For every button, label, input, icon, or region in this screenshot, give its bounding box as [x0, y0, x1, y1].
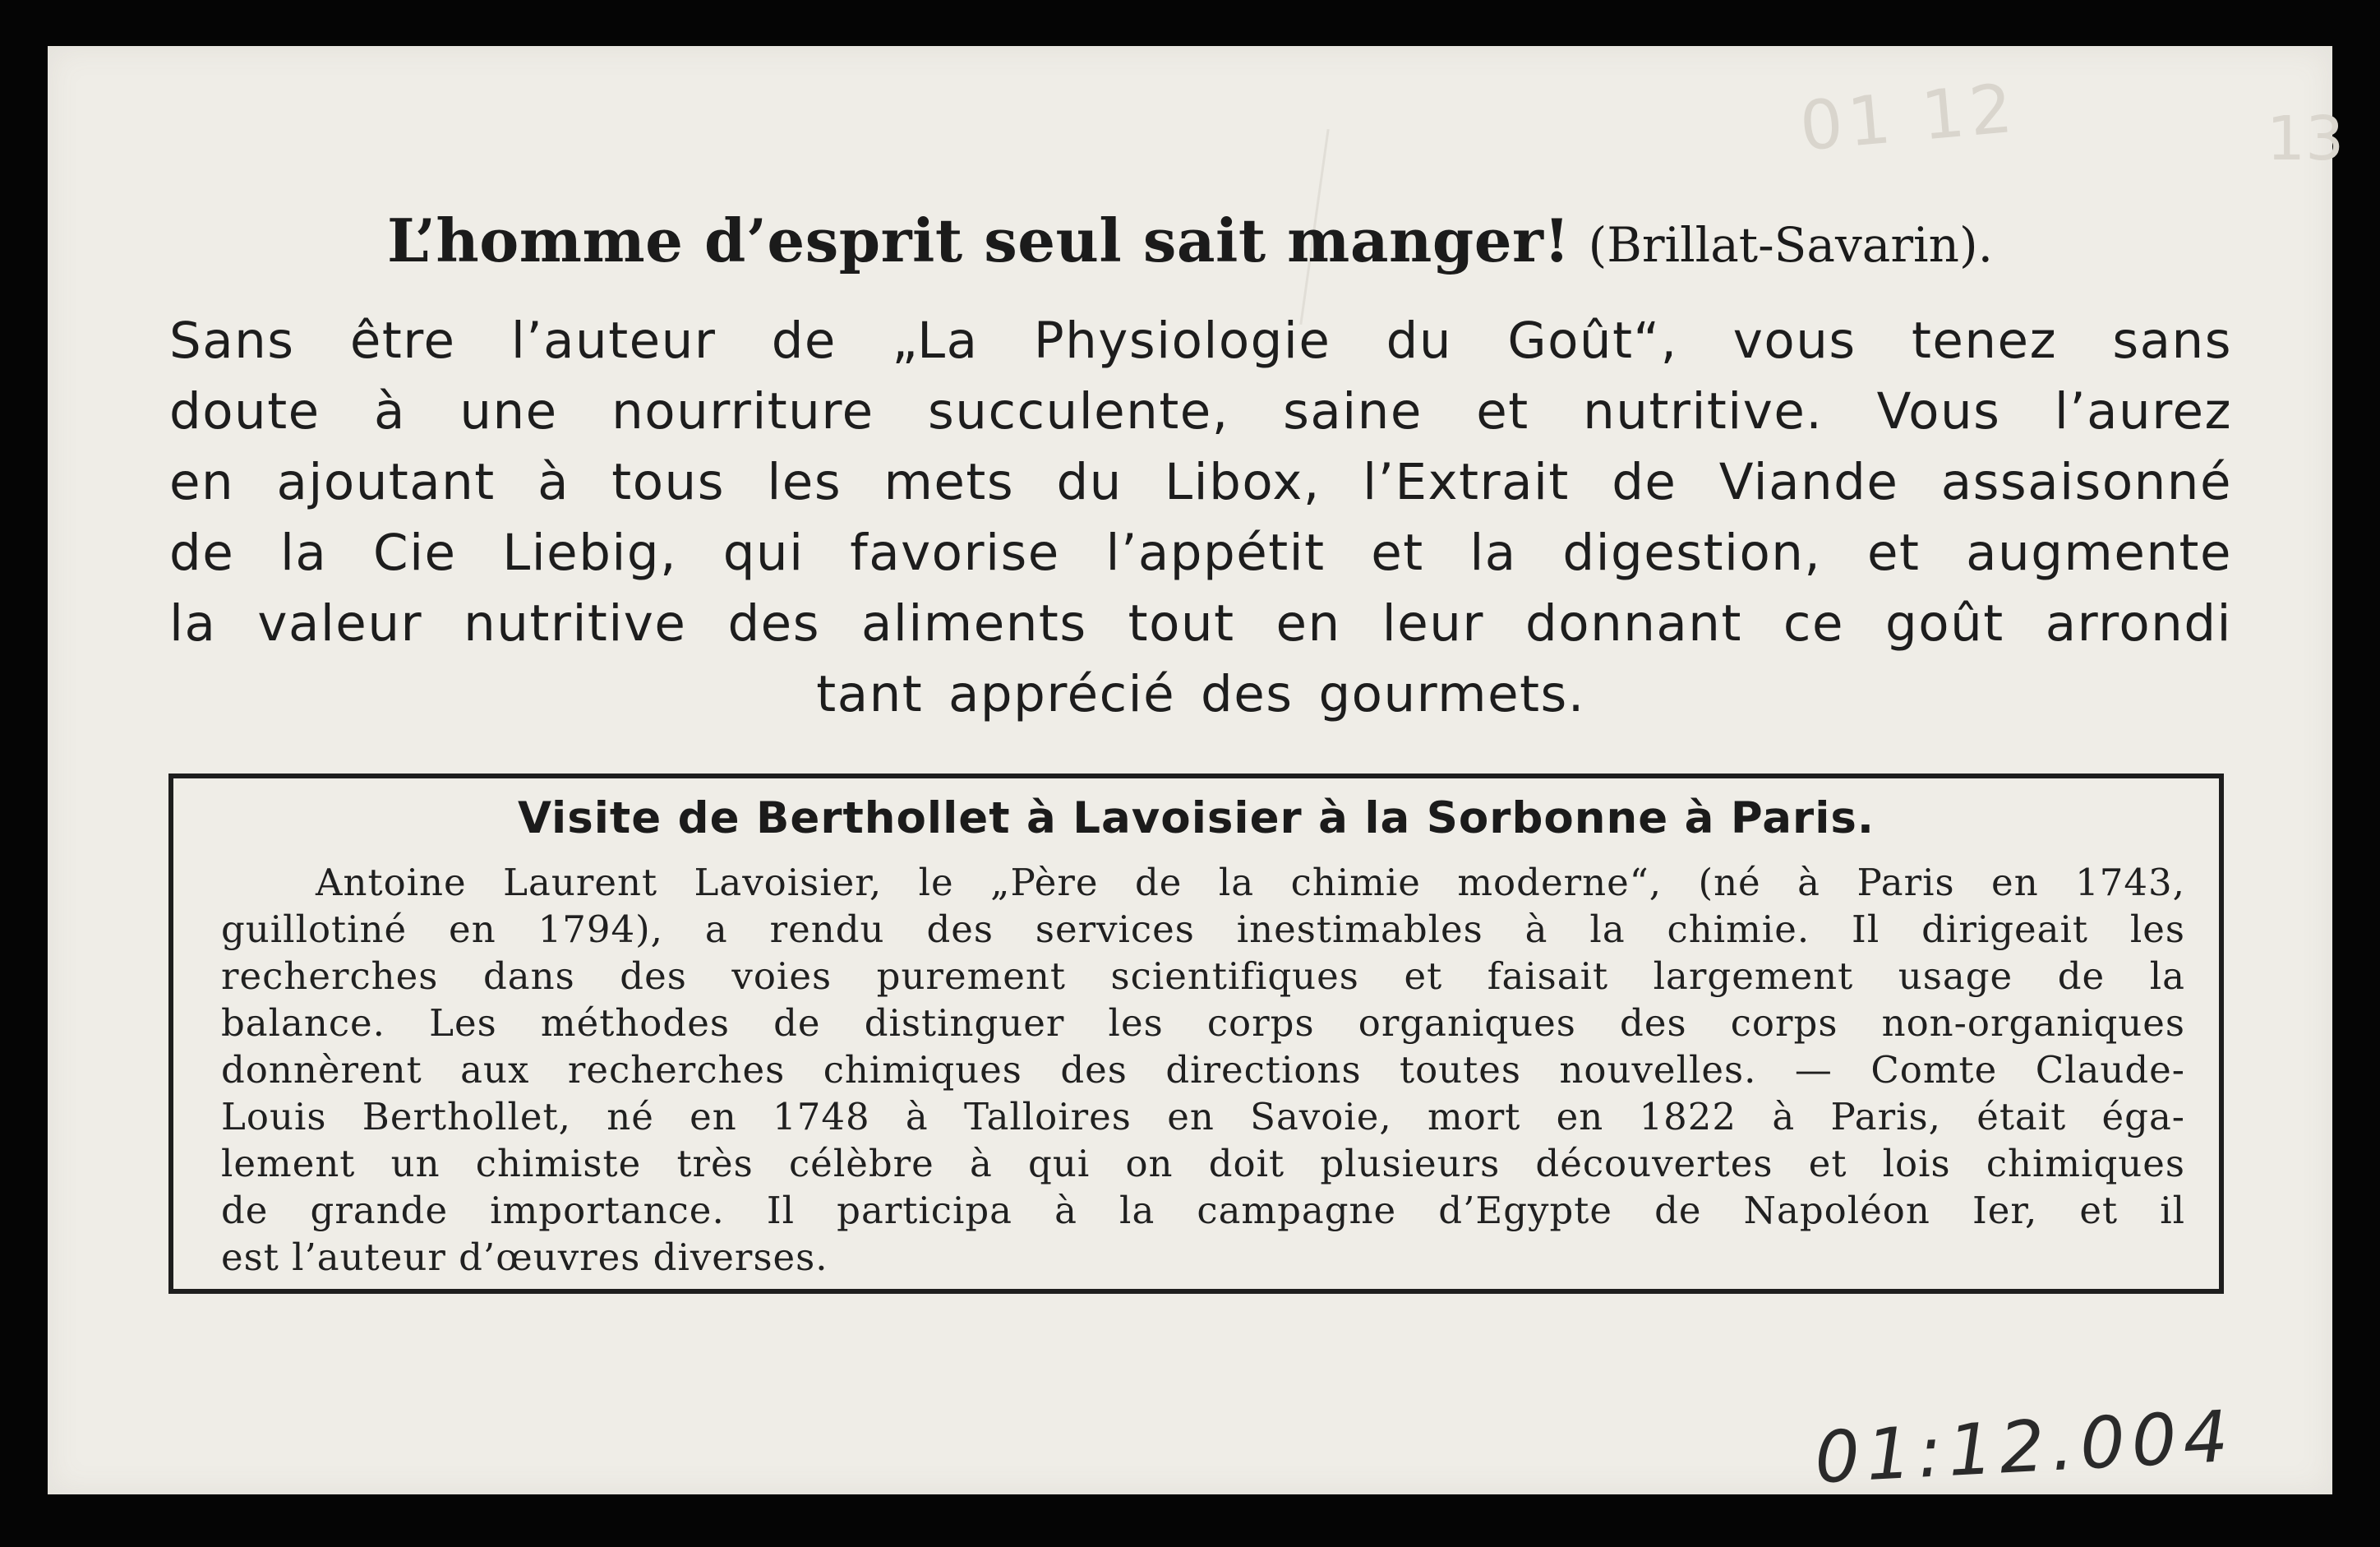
- headline-author: (Brillat-Savarin).: [1588, 217, 1994, 273]
- ad-line: doute à une nourriture succulente, saine et nutritive. Vous l’aurez: [169, 382, 2232, 441]
- info-title: Visite de Berthollet à Lavoisier à la Sorbonne à Paris.: [517, 793, 1875, 843]
- info-line: Louis Berthollet, né en 1748 à Talloires en Savoie, mort en 1822 à Paris, était éga-: [221, 1095, 2185, 1138]
- info-line: Antoine Laurent Lavoisier, le „Père de la chimie moderne“, (né à Paris en 1743,: [316, 861, 2185, 904]
- info-line: guillotiné en 1794), a rendu des services inestimables à la chimie. Il dirigeait les: [221, 907, 2185, 951]
- history-info-box: [168, 774, 2224, 1294]
- ad-line: Sans être l’auteur de „La Physiologie du Goût“, vous tenez sans: [169, 312, 2232, 370]
- info-line: de grande importance. Il participa à la campagne d’Egypte de Napoléon Ier, et il: [221, 1189, 2185, 1232]
- info-line: est l’auteur d’œuvres diverses.: [221, 1235, 828, 1279]
- accession-number: 01:12.004: [1812, 1395, 2237, 1500]
- info-line: lement un chimiste très célèbre à qui on doit plusieurs découvertes et lois chimiques: [221, 1142, 2185, 1185]
- headline-quote: L’homme d’esprit seul sait manger!: [386, 205, 1571, 275]
- ad-line: en ajoutant à tous les mets du Libox, l’Extrait de Viande assaisonné: [169, 453, 2232, 511]
- ad-line: la valeur nutritive des aliments tout en leur donnant ce goût arrondi: [169, 594, 2232, 653]
- info-line: donnèrent aux recherches chimiques des directions toutes nouvelles. — Comte Claude-: [221, 1048, 2185, 1092]
- ad-line: de la Cie Liebig, qui favorise l’appétit et la digestion, et augmente: [169, 524, 2232, 582]
- info-text: [221, 859, 2185, 1281]
- headline: [48, 205, 2332, 275]
- info-line: balance. Les méthodes de distinguer les corps organiques des corps non-organiques: [221, 1001, 2185, 1045]
- pencil-mark-corner: 13: [2267, 104, 2345, 174]
- trade-card-back: [48, 46, 2345, 1500]
- ad-line: tant apprécié des gourmets.: [816, 665, 1585, 723]
- advertisement-text: [169, 306, 2232, 730]
- info-line: recherches dans des voies purement scientifiques et faisait largement usage de la: [221, 954, 2185, 998]
- pencil-mark-top: 01 12: [1797, 69, 2021, 167]
